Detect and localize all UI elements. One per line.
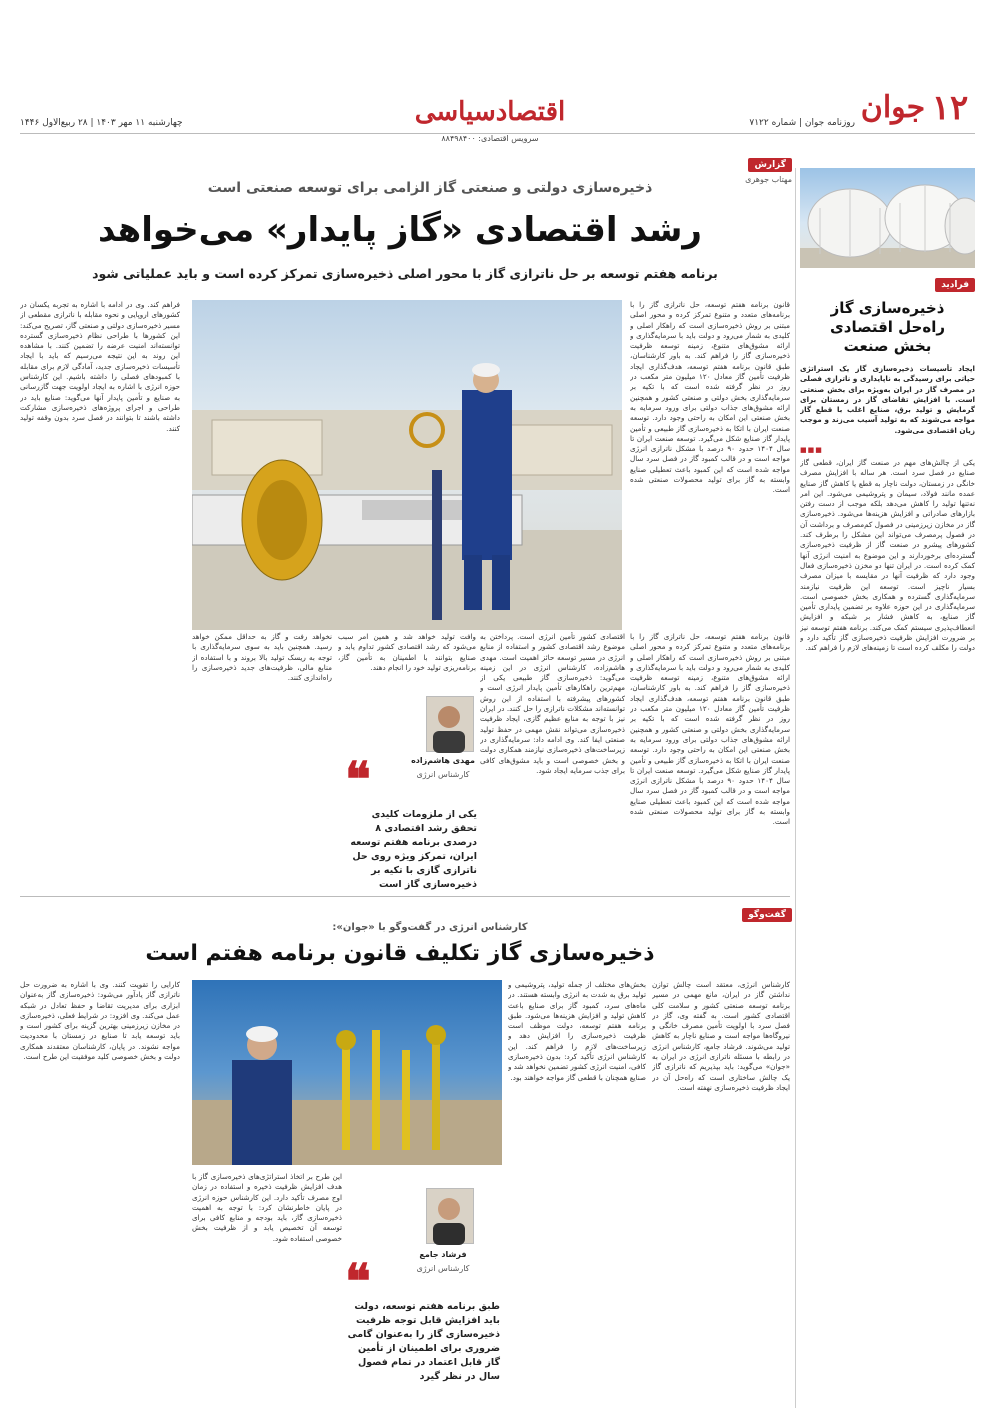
interviewee-role: کارشناس انرژی	[416, 1264, 470, 1273]
issue-date: چهارشنبه ۱۱ مهر ۱۴۰۳ | ۲۸ ربیع‌الاول ۱۴۴۶	[20, 118, 183, 128]
lead-kicker: ذخیره‌سازی دولتی و صنعتی گاز الزامی برای توسعه صنعتی است	[207, 180, 653, 196]
interviewee-name: فرشاد جامع	[419, 1250, 467, 1259]
sidebar-image	[800, 168, 975, 268]
paper-logo: جوان	[860, 90, 926, 125]
expert-role: کارشناس انرژی	[416, 770, 470, 779]
interviewee-photo	[426, 1188, 474, 1244]
quote-icon: ❝	[345, 752, 371, 808]
expert-photo	[426, 696, 474, 752]
sidebar-body: یکی از چالش‌های مهم در صنعت گاز ایران، قطعی گاز صنایع در فصل سرد است. هر ساله با افزایش مصرف خانگی در زمستان، دولت ناچار به قطع یا کاهش گاز صنایع عمده مانند فولاد، سیمان و پتروشیمی می‌شود. این امر نه‌تنها تولید را کاهش می‌دهد بلکه موجب از دست رفتن بازارهای صادراتی و افزایش هزینه‌ها می‌شود. ذخیره‌سازی گاز در مخازن زیرزمینی در فصول کم‌مصرف و برداشت آن در فصول پرمصرف می‌تواند این مشکل را برطرف کند. کشورهای پیشرو در صنعت گاز از ظرفیت ذخیره‌سازی گسترده‌ای برخوردارند و این موضوع به امنیت انرژی آنها کمک کرده است. در ایران تنها دو مخزن ذخیره‌سازی فعال وجود دارد که ظرفیت آنها در مقایسه با میزان مصرف بسیار ناچیز است. توسعه این ظرفیت نیازمند سرمایه‌گذاری گسترده و همکاری بخش خصوصی است. سرمایه‌گذاری در این حوزه علاوه بر تضمین پایداری تأمین گاز صنایع، به کاهش فشار بر شبکه و افزایش انعطاف‌پذیری سیستم کمک می‌کند. برنامه هفتم توسعه نیز بر ضرورت افزایش ظرفیت ذخیره‌سازی گاز تأکید دارد و دولت را مکلف کرده است تا زمینه‌های لازم را فراهم کند.	[800, 458, 975, 653]
lead-headline: رشد اقتصادی «گاز پایدار» می‌خواهد	[97, 210, 702, 250]
lead-col-below-1: نخواهد رفت و گاز به حداقل ممکن خواهد رسید. همچنین باید به سوی سرمایه‌گذاری با توجه به ریسک تولید بالا بروند و با استفاده از منابع مالی، ظرفیت‌های جدید ذخیره‌سازی را راه‌اندازی کنند.	[192, 632, 332, 683]
section-title: اقتصادسیاسی	[414, 97, 566, 127]
sidebar-intro: ایجاد تأسیسات ذخیره‌سازی گاز یک استراتژی حیاتی برای رسیدگی به ناپایداری و ناترازی فصلی در مصرف گاز در ایران به‌ویژه برای بخش صنعتی است. با افزایش تقاضای گاز در زمستان برای گرمایش و تولید برق، صنایع اغلب با قطع گاز مواجه می‌شوند که به تولید آسیب می‌زند و موجب زیان اقتصادی می‌شود.	[800, 364, 975, 435]
interview-col-4: کارایی را تقویت کنند. وی با اشاره به ضرورت حل ناترازی گاز یادآور می‌شود: ذخیره‌سازی گاز به‌عنوان ابزاری برای مدیریت تقاضا و حفظ تعادل در شبکه عمل می‌کند. وی افزود: در شرایط فعلی، ذخیره‌سازی در مخازن زیرزمینی بهترین گزینه برای کشور است و باید توسعه یابد تا صنایع در زمستان با محدودیت مواجه نشوند. در پایان، کارشناسان معتقدند همکاری دولت و بخش خصوصی کلید موفقیت این طرح است.	[20, 980, 180, 1062]
interview-tag: گفت‌وگو	[742, 908, 792, 922]
gas-station-worker-illustration	[192, 980, 502, 1165]
report-tag: گزارش	[748, 158, 792, 172]
lead-pull-quote: یکی از ملزومات کلیدی تحقق رشد اقتصادی ۸ درصدی برنامه هفتم توسعه ایران، تمرکز ویژه روی حل ناترازی گازی با تکیه بر ذخیره‌سازی گاز است	[350, 809, 477, 890]
section-subtitle: سرویس اقتصادی: ۸۸۴۹۸۴۰۰	[441, 134, 539, 143]
lead-col-center: اقتصادی کشور تأمین انرژی است. پرداختن به موضوع رشد اقتصادی کشور و استفاده از منابع انرژی در مسیر توسعه حائز اهمیت است. مهدی هاشم‌زاده، کارشناس انرژی در این زمینه می‌گوید: ذخیره‌سازی گاز طبیعی یکی از مهم‌ترین راهکارهای تأمین پایدار انرژی است و کشورهای پیشرفته با استفاده از این روش توانسته‌اند مشکلات ناترازی را حل کنند. در ایران نیز با توجه به منابع عظیم گازی، ایجاد ظرفیت ذخیره‌سازی می‌تواند نقش مهمی در حفظ تولید صنعتی ایفا کند. وی ادامه داد: سرمایه‌گذاری در زیرساخت‌های ذخیره‌سازی نیازمند همکاری دولت و بخش خصوصی است و باید مشوق‌های کافی برای جذب سرمایه ایجاد شود.	[480, 632, 625, 775]
interview-pull-quote: طبق برنامه هفتم توسعه، دولت باید افزایش قابل توجه ظرفیت ذخیره‌سازی گاز را به‌عنوان گامی ضروری برای اطمینان از تأمین گاز قابل اعتماد در تمام فصول سال در نظر گیرد	[347, 1301, 500, 1382]
sidebar	[800, 168, 975, 1408]
end-marker: ■■■	[800, 446, 823, 454]
sidebar-tag: فرادید	[935, 278, 975, 292]
page-number: ۱۲	[931, 88, 969, 128]
interview-headline: ذخیره‌سازی گاز تکلیف قانون برنامه هفتم است	[145, 941, 655, 966]
sidebar-rule	[795, 168, 796, 1408]
lead-photo	[192, 300, 622, 630]
interview-col-1: کارشناس انرژی، معتقد است چالش توازن نداشتن گاز در ایران، مانع مهمی در مسیر برنامه توسعه صنعتی کشور و سلامت کلی اقتصادی کشور است. به گفته وی، گاز در فصل سرد با اولویت تأمین مصرف خانگی و نیروگاه‌ها مواجه است و صنایع ناچار به کاهش تولید می‌شوند. فرشاد جامع، کارشناس انرژی در رابطه با مسئله ناترازی انرژی در ایران به «جوان» می‌گوید: باید بپذیریم که ناترازی گاز یک چالش ساختاری است که راه‌حل آن در ایجاد ظرفیت ذخیره‌سازی نهفته است.	[652, 980, 790, 1092]
gas-worker-pipeline-illustration	[192, 300, 622, 630]
interview-kicker: کارشناس انرژی در گفت‌وگو با «جوان»:	[332, 922, 528, 933]
lead-subhead: برنامه هفتم توسعه بر حل ناترازی گاز با محور اصلی ذخیره‌سازی تمرکز کرده است و باید عملیاتی شود	[92, 266, 718, 281]
interview-col-2: بخش‌های مختلف از جمله تولید، پتروشیمی و تولید برق به شدت به انرژی وابسته هستند. در ماه‌های سرد، کمبود گاز برای صنایع باعث کاهش تولید و افزایش هزینه‌ها می‌شود. طبق برنامه هفتم توسعه، دولت موظف است ظرفیت ذخیره‌سازی را افزایش دهد و زیرساخت‌های لازم را فراهم کند. این کارشناس انرژی تأکید کرد: بدون ذخیره‌سازی کافی، امنیت انرژی کشور تضمین نخواهد شد و صنایع همچنان با قطعی گاز مواجه خواهند بود.	[508, 980, 646, 1082]
gas-storage-tanks-illustration	[800, 168, 975, 268]
section-divider	[20, 896, 790, 897]
interview-photo	[192, 980, 502, 1165]
lead-col-right: قانون برنامه هفتم توسعه، حل ناترازی گاز را با برنامه‌های متعدد و متنوع تمرکز کرده و محور اصلی مبتنی بر روش ذخیره‌سازی است که راهکار اصلی و کلیدی به شمار می‌رود و دولت باید با سرمایه‌گذاری و ارائه مشوق‌های متنوع، زمینه توسعه ظرفیت ذخیره‌سازی گاز را فراهم کند. به باور کارشناسان، طبق قانون برنامه هفتم توسعه، هدف‌گذاری ایجاد ظرفیت تأمین گاز معادل ۱۲۰ میلیون متر مکعب در روز در نظر گرفته شده است که با تکیه بر سرمایه‌گذاری بخش دولتی و صنعتی کشور و همچنین ارائه مشوق‌های جذاب دولتی برای ورود سرمایه به بخش صنعتی این امکان به راحتی وجود دارد. توسعه صنعت ایران با اتکا به ذخیره‌سازی گاز طبیعی و تأمین پایدار گاز صنایع شکل می‌گیرد. توسعه صنعت ایران تا سال ۱۴۰۴ حدود ۹۰ درصد با مشکل ناترازی انرژی مواجه است و در قالب کمبود گاز در فصل سرد سال مواجه شده است که این کمبود باعث تعطیلی صنایع وابسته به گاز برای تولید محصولات صنعتی شده است.	[630, 300, 790, 495]
quote-icon-2: ❝	[345, 1254, 371, 1310]
lead-col-left: فراهم کند. وی در ادامه با اشاره به تجربه یکسان در کشورهای اروپایی و نحوه مقابله با ناترازی مقطعی از مسیر ذخیره‌سازی دولتی و صنعتی گاز، تصریح می‌کند: این کشورها با طراحی نظام ذخیره‌سازی گسترده توانسته‌اند امنیت عرضه را تضمین کنند. با مشاهده این روند به این نتیجه می‌رسیم که باید با ایجاد تأسیسات ذخیره‌سازی جدید، آمادگی لازم برای مقابله با کمبودهای فصلی را داشته باشیم. این کارشناس حوزه انرژی با اشاره به ایجاد اولویت جهت گازرسانی به صنایع و تأمین پایدار آنها می‌گوید: صنایع باید در طراحی و اجرای پروژه‌های ذخیره‌سازی مشارکت داشته باشند تا بتوانند در فصل سرد بدون وقفه تولید کنند.	[20, 300, 180, 433]
sidebar-title: ذخیره‌سازی گاز راه‌حل اقتصادی بخش صنعت	[830, 299, 945, 355]
interview-col-3: این طرح بر اتخاذ استراتژی‌های ذخیره‌سازی گاز با هدف افزایش ظرفیت ذخیره و استفاده در زمان اوج مصرف تأکید دارد. این کارشناس حوزه انرژی در پایان خاطرنشان کرد: با توجه به اهمیت ذخیره‌سازی گاز، باید بودجه و منابع کافی برای توسعه آن تخصیص یابد و از ظرفیت بخش خصوصی استفاده شود.	[192, 1172, 342, 1243]
expert-name: مهدی هاشم‌زاده	[411, 756, 475, 765]
byline: مهتاب جوهری	[745, 175, 792, 184]
lead-col-center-2: قانون برنامه هفتم توسعه، حل ناترازی گاز را با برنامه‌های متعدد و متنوع تمرکز کرده و محور اصلی مبتنی بر روش ذخیره‌سازی است که راهکار اصلی و کلیدی به شمار می‌رود و دولت باید با سرمایه‌گذاری و ارائه مشوق‌های متنوع، زمینه توسعه ظرفیت ذخیره‌سازی گاز را فراهم کند. به باور کارشناسان، طبق قانون برنامه هفتم توسعه، هدف‌گذاری ایجاد ظرفیت تأمین گاز معادل ۱۲۰ میلیون متر مکعب در روز در نظر گرفته شده است که با تکیه بر سرمایه‌گذاری بخش دولتی و صنعتی کشور و همچنین ارائه مشوق‌های جذاب دولتی برای ورود سرمایه به بخش صنعتی این امکان به راحتی وجود دارد. توسعه صنعت ایران با اتکا به ذخیره‌سازی گاز طبیعی و تأمین پایدار گاز صنایع شکل می‌گیرد. توسعه صنعت ایران تا سال ۱۴۰۴ حدود ۹۰ درصد با مشکل ناترازی انرژی مواجه است و در قالب کمبود گاز در فصل سرد سال مواجه شده است که این کمبود باعث تعطیلی صنایع وابسته به گاز برای تولید محصولات صنعتی شده است.	[630, 632, 790, 827]
issue-meta: روزنامه جوان | شماره ۷۱۲۲	[749, 118, 855, 128]
lead-col-below-2: وافت تولید خواهد شد و همین امر سبب می‌شود که رشد اقتصادی کشور تداوم یابد و صنایع بتوانند با اطمینان به تأمین گاز، برنامه‌ریزی تولید خود را انجام دهند.	[338, 632, 476, 672]
